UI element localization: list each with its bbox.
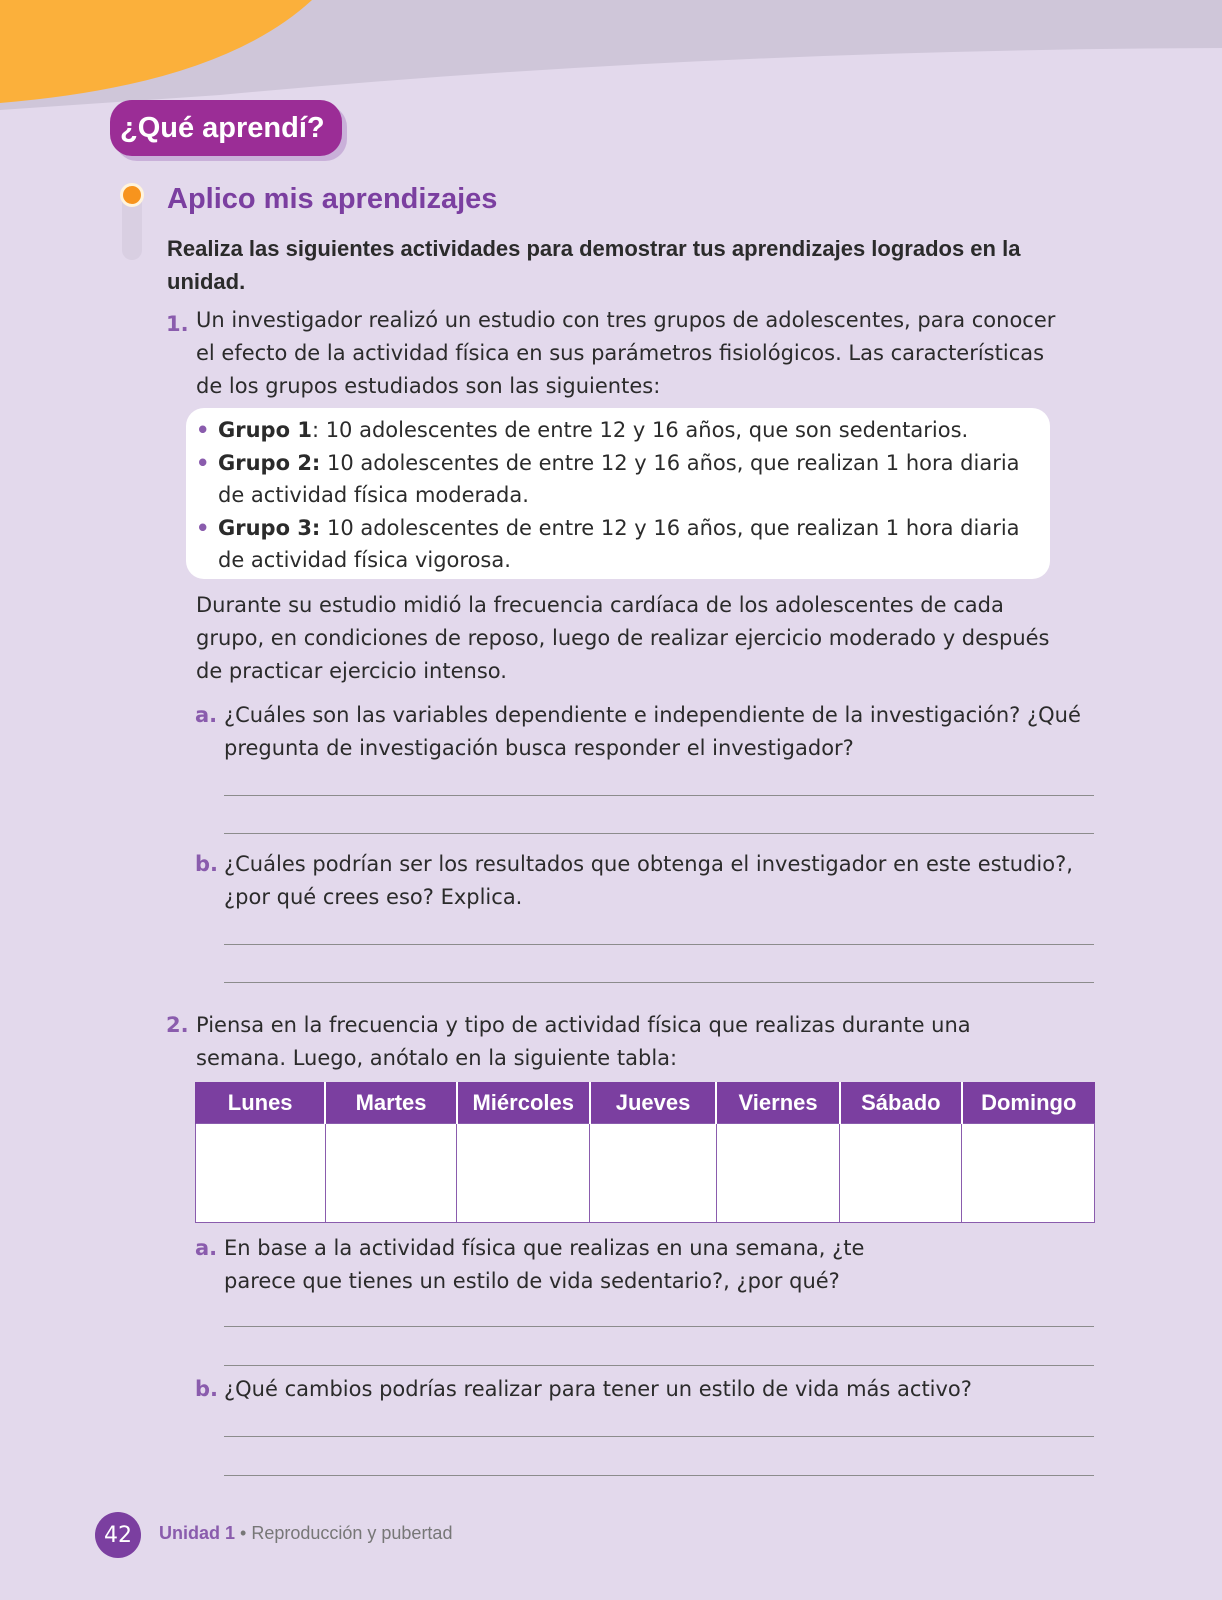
- answer-line[interactable]: [224, 1436, 1094, 1437]
- group-3-name: Grupo 3:: [218, 516, 321, 540]
- bullet: •: [196, 451, 210, 475]
- question-2a-letter: a.: [195, 1236, 218, 1260]
- day-header-domingo: Domingo: [962, 1082, 1095, 1124]
- question-1-number: 1.: [166, 312, 189, 336]
- table-cell-martes[interactable]: [325, 1124, 457, 1223]
- answer-line[interactable]: [224, 944, 1094, 945]
- answer-line[interactable]: [224, 795, 1094, 796]
- question-1-text: Un investigador realizó un estudio con tres grupos de adolescentes, para conocer el efecto de la actividad física en sus parámetros fisiológicos. Las características de los grupos estudiados son las siguientes:: [196, 308, 1056, 398]
- answer-line[interactable]: [224, 1365, 1094, 1366]
- footer-unit-info: [159, 1523, 452, 1544]
- bullet: •: [196, 516, 210, 540]
- table-cell-sabado[interactable]: [840, 1124, 962, 1223]
- group-3-text-cont: de actividad física vigorosa.: [218, 548, 511, 572]
- group-2-name: Grupo 2:: [218, 451, 321, 475]
- table-cell-viernes[interactable]: [716, 1124, 839, 1223]
- group-1: [196, 414, 1036, 446]
- answer-line[interactable]: [224, 982, 1094, 983]
- day-header-jueves: Jueves: [590, 1082, 717, 1124]
- question-1a-letter: a.: [195, 703, 218, 727]
- question-1-followup: Durante su estudio midió la frecuencia cardíaca de los adolescentes de cada grupo, en condiciones de reposo, luego de realizar ejercicio moderado y después de practicar ejercicio intenso.: [196, 593, 1050, 683]
- answer-line[interactable]: [224, 1326, 1094, 1327]
- question-2-text: Piensa en la frecuencia y tipo de actividad física que realizas durante una semana. Luego, anótalo en la siguiente tabla:: [196, 1013, 971, 1070]
- question-2a-text: En base a la actividad física que realizas en una semana, ¿te parece que tienes un estilo de vida sedentario?, ¿por qué?: [224, 1236, 865, 1293]
- weekly-activity-table: [195, 1082, 1095, 1223]
- table-cell-domingo[interactable]: [962, 1124, 1095, 1223]
- question-1b-letter: b.: [195, 852, 219, 876]
- question-1a-text: ¿Cuáles son las variables dependiente e independiente de la investigación? ¿Qué pregunta de investigación busca responder el investigador?: [224, 703, 1081, 760]
- table-header-row: [196, 1082, 1095, 1124]
- day-header-viernes: Viernes: [716, 1082, 839, 1124]
- section-badge: ¿Qué aprendí?: [110, 100, 342, 156]
- question-2-number: 2.: [166, 1013, 189, 1037]
- instructions: Realiza las siguientes actividades para demostrar tus aprendizajes logrados en la unidad.: [167, 236, 1021, 294]
- day-header-lunes: Lunes: [196, 1082, 326, 1124]
- day-header-miercoles: Miércoles: [457, 1082, 590, 1124]
- group-1-text: : 10 adolescentes de entre 12 y 16 años, que son sedentarios.: [311, 418, 969, 442]
- footer-unit: Unidad 1: [159, 1523, 236, 1543]
- footer-separator: •: [235, 1523, 252, 1543]
- group-3: [196, 512, 1036, 576]
- question-2b-letter: b.: [195, 1377, 219, 1401]
- day-header-sabado: Sábado: [840, 1082, 962, 1124]
- footer-topic: Reproducción y pubertad: [251, 1523, 453, 1543]
- table-cell-miercoles[interactable]: [457, 1124, 590, 1223]
- day-header-martes: Martes: [325, 1082, 457, 1124]
- question-2b-text: ¿Qué cambios podrías realizar para tener un estilo de vida más activo?: [224, 1377, 972, 1401]
- table-cell-lunes[interactable]: [196, 1124, 326, 1223]
- bullet: •: [196, 418, 210, 442]
- header-decoration: [0, 0, 1222, 110]
- group-2: [196, 447, 1036, 511]
- group-2-text-cont: de actividad física moderada.: [218, 483, 529, 507]
- table-row: [196, 1124, 1095, 1223]
- answer-line[interactable]: [224, 1475, 1094, 1476]
- answer-line[interactable]: [224, 833, 1094, 834]
- question-1b-text: ¿Cuáles podrían ser los resultados que obtenga el investigador en este estudio?, ¿por qué crees eso? Explica.: [224, 852, 1073, 909]
- group-1-name: Grupo 1: [218, 418, 312, 442]
- table-cell-jueves[interactable]: [590, 1124, 717, 1223]
- section-title: Aplico mis aprendizajes: [167, 183, 498, 215]
- page-number: 42: [95, 1512, 141, 1558]
- section-marker-dot: [120, 183, 144, 207]
- group-3-text: 10 adolescentes de entre 12 y 16 años, que realizan 1 hora diaria: [320, 516, 1020, 540]
- group-2-text: 10 adolescentes de entre 12 y 16 años, que realizan 1 hora diaria: [320, 451, 1020, 475]
